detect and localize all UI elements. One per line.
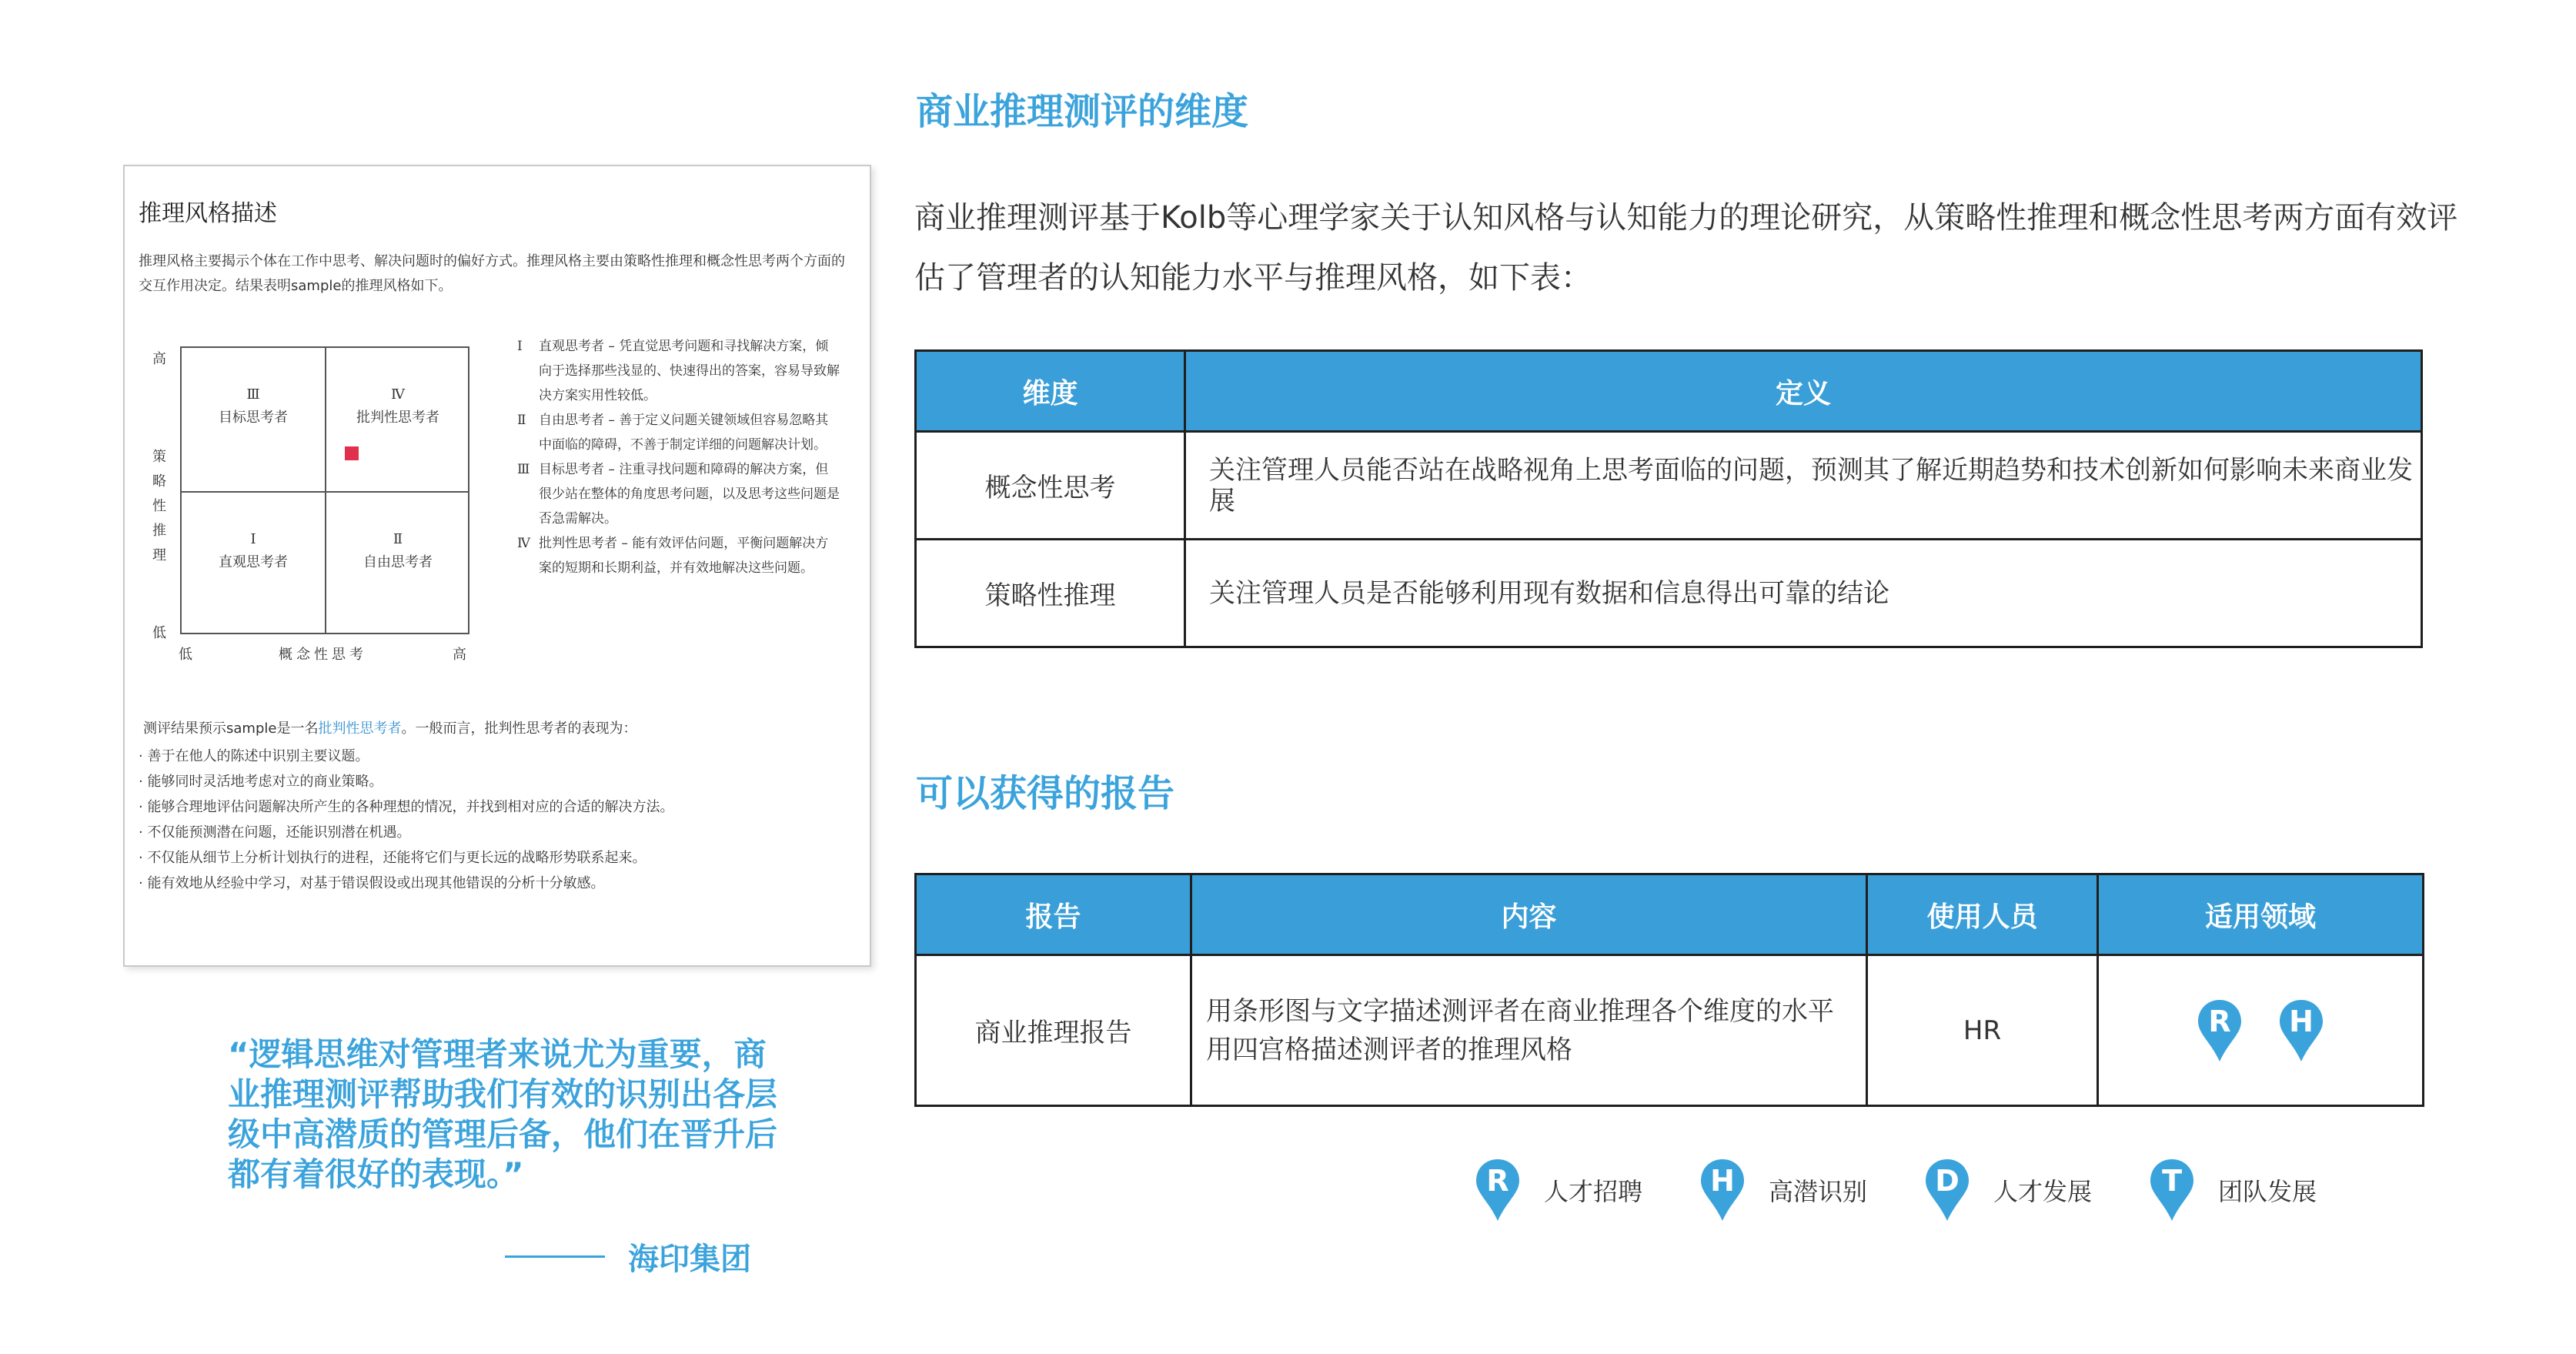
quadrant-label: 批判性思考者 [356, 410, 439, 426]
quadrant-2 [326, 528, 469, 574]
pin-letter: R [1486, 1164, 1509, 1198]
reasoning-style-grid [180, 346, 469, 634]
content-line: 用条形图与文字描述测评者在商业推理各个维度的水平 [1206, 995, 1834, 1027]
legend-entry [2149, 1158, 2317, 1222]
x-axis-label: 概念性思考 [279, 647, 367, 663]
legend-item [517, 334, 840, 408]
legend-text: 批判性思考者 – 能有效评估问题，平衡问题解决方案的短期和长期利益，并有效地解决这些问题。 [539, 536, 829, 576]
quadrant-label: 自由思考者 [363, 554, 433, 570]
author-name: 海印集团 [628, 1242, 751, 1277]
legend-label: 人才发展 [1993, 1177, 2093, 1206]
section-title-reports: 可以获得的报告 [916, 772, 1175, 815]
column-header: 适用领域 [2098, 874, 2424, 955]
legend-number: Ⅱ [517, 413, 526, 428]
testimonial-quote: “逻辑思维对管理者来说尤为重要，商业推理测评帮助我们有效的识别出各层级中高潜质的管理后备，他们在晋升后都有着很好的表现。” [228, 1035, 778, 1193]
legend-label: 高潜识别 [1769, 1177, 1868, 1206]
legend-number: Ⅰ [517, 339, 523, 354]
quadrant-number: Ⅳ [391, 386, 405, 403]
dimension-definition: 关注管理人员能否站在战略视角上思考面临的问题，预测其了解近期趋势和技术创新如何影响未来商业发展 [1185, 432, 2422, 540]
report-preview-card [123, 165, 871, 967]
column-header: 报告 [916, 874, 1191, 955]
legend-number: Ⅳ [517, 536, 530, 551]
quadrant-number: Ⅲ [246, 386, 260, 403]
reports-table [914, 873, 2424, 1107]
map-pin-icon [2278, 998, 2324, 1063]
y-axis-high: 高 [152, 351, 166, 367]
legend-entry [1699, 1158, 1867, 1222]
list-item: · 善于在他人的陈述中识别主要议题。 [139, 744, 854, 769]
trait-list [139, 744, 854, 896]
quadrant-number: Ⅰ [250, 531, 256, 547]
column-header: 定义 [1185, 351, 2422, 432]
table-row [916, 432, 2422, 540]
legend-item [517, 408, 840, 457]
legend-number: Ⅲ [517, 462, 530, 477]
pin-letter: R [2208, 1004, 2231, 1038]
column-header: 使用人员 [1867, 874, 2098, 955]
content-line: 用四宫格描述测评者的推理风格 [1206, 1034, 1572, 1065]
map-pin-icon [2149, 1158, 2195, 1222]
sample-position-marker [345, 446, 359, 460]
quadrant-label: 直观思考者 [219, 554, 288, 570]
result-suffix: 。一般而言，批判性思考者的表现为： [401, 720, 637, 737]
dimensions-table [914, 349, 2423, 648]
list-item: · 能够同时灵活地考虑对立的商业策略。 [139, 769, 854, 794]
y-axis-low: 低 [152, 625, 166, 641]
pin-letter: D [1935, 1164, 1960, 1198]
testimonial-author [505, 1235, 751, 1279]
quadrant-1 [182, 528, 325, 574]
quadrant-4 [326, 383, 469, 430]
column-header: 维度 [916, 351, 1185, 432]
quadrant-number: Ⅱ [393, 531, 403, 547]
table-row [916, 955, 2424, 1106]
legend-label: 人才招聘 [1544, 1177, 1643, 1206]
quadrant-3 [182, 383, 325, 430]
map-pin-icon [1475, 1158, 1521, 1222]
quadrant-label: 目标思考者 [219, 410, 288, 426]
area-legend [1475, 1158, 2317, 1222]
legend-entry [1924, 1158, 2092, 1222]
result-summary [143, 717, 636, 737]
result-prefix: 测评结果预示sample是一名 [143, 720, 319, 737]
map-pin-icon [1924, 1158, 1970, 1222]
quadrant-legend [517, 334, 840, 580]
list-item: · 不仅能预测潜在问题，还能识别潜在机遇。 [139, 820, 854, 845]
y-axis-label: 策略性推理 [152, 449, 166, 563]
legend-label: 团队发展 [2218, 1177, 2317, 1206]
pin-letter: H [1710, 1164, 1735, 1198]
column-header: 内容 [1191, 874, 1867, 955]
legend-item [517, 531, 840, 580]
card-title: 推理风格描述 [139, 200, 277, 227]
list-item: · 能有效地从经验中学习，对基于错误假设或出现其他错误的分析十分敏感。 [139, 871, 854, 896]
x-axis-low: 低 [179, 647, 192, 663]
map-pin-icon [2197, 998, 2243, 1063]
grid-divider [182, 491, 468, 493]
map-pin-icon [1699, 1158, 1746, 1222]
legend-item [517, 457, 840, 531]
dimension-name: 策略性推理 [916, 540, 1185, 647]
report-content [1191, 955, 1867, 1106]
result-highlight: 批判性思考者 [318, 720, 402, 737]
list-item: · 不仅能从细节上分析计划执行的进程，还能将它们与更长远的战略形势联系起来。 [139, 845, 854, 871]
x-axis-high: 高 [453, 647, 466, 663]
legend-entry [1475, 1158, 1642, 1222]
pin-letter: H [2289, 1004, 2314, 1038]
author-dash [505, 1255, 605, 1258]
table-header-row [916, 351, 2422, 432]
report-areas [2098, 955, 2424, 1106]
section-description: 商业推理测评基于Kolb等心理学家关于认知风格与认知能力的理论研究，从策略性推理和概念性思考两方面有效评估了管理者的认知能力水平与推理风格，如下表： [914, 200, 2458, 296]
report-name: 商业推理报告 [916, 955, 1191, 1106]
dimension-definition: 关注管理人员是否能够利用现有数据和信息得出可靠的结论 [1185, 540, 2422, 647]
section-title-dimensions: 商业推理测评的维度 [916, 90, 1249, 133]
legend-text: 自由思考者 – 善于定义问题关键领域但容易忽略其中面临的障碍，不善于制定详细的问题解决计划。 [539, 413, 829, 453]
table-row [916, 540, 2422, 647]
dimension-name: 概念性思考 [916, 432, 1185, 540]
legend-text: 目标思考者 – 注重寻找问题和障碍的解决方案，但很少站在整体的角度思考问题，以及思考这些问题是否急需解决。 [539, 462, 840, 527]
card-intro: 推理风格主要揭示个体在工作中思考、解决问题时的偏好方式。推理风格主要由策略性推理和概念性思考两个方面的交互作用决定。结果表明sample的推理风格如下。 [139, 253, 845, 294]
report-users: HR [1867, 955, 2098, 1106]
legend-text: 直观思考者 – 凭直觉思考问题和寻找解决方案，倾向于选择那些浅显的、快速得出的答案，容易导致解决方案实用性较低。 [539, 339, 840, 403]
pin-letter: T [2162, 1164, 2182, 1198]
list-item: · 能够合理地评估问题解决所产生的各种理想的情况，并找到相对应的合适的解决方法。 [139, 794, 854, 820]
table-header-row [916, 874, 2424, 955]
